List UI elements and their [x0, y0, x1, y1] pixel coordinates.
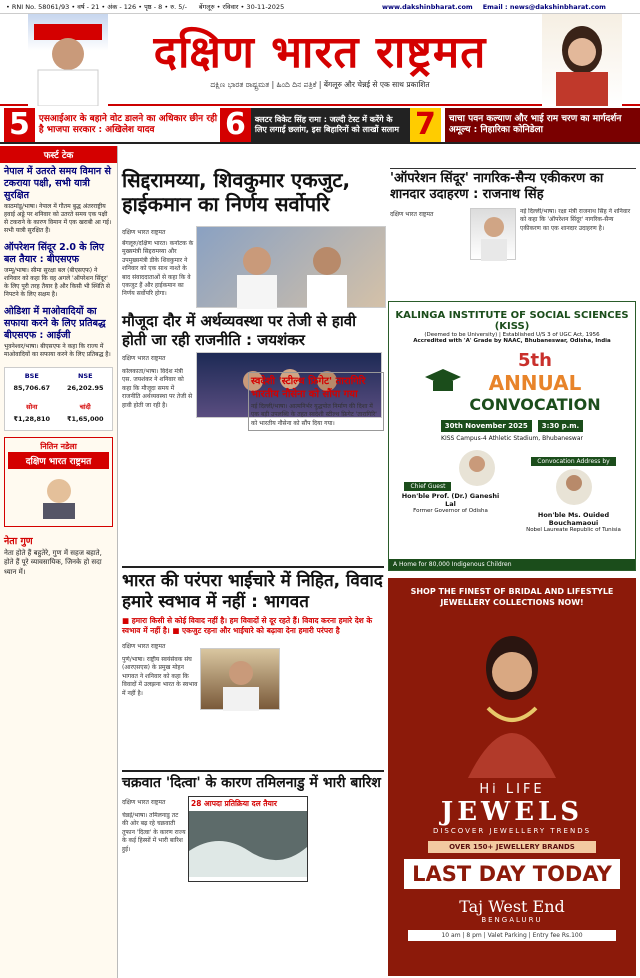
poem-text: नेता होते हैं बहुतेरे, गुण में सहज बहाते, होते हैं पूरे व्यावसायिक, जिनके हो सदा ध्यान में।	[4, 548, 102, 576]
politician-photo	[28, 14, 108, 106]
conv-name: Hon'ble Ms. Ouided Bouchamaoui	[537, 511, 610, 527]
jewel-brands: OVER 150+ JEWELLERY BRANDS	[428, 841, 596, 853]
lead-photo	[196, 226, 386, 308]
headline-strip	[0, 108, 640, 144]
jewel-discover: DISCOVER JEWELLERY TRENDS	[432, 827, 592, 836]
chief-role: Former Governor of Odisha	[413, 508, 488, 514]
kiss-sub: (Deemed to be University) | Established U/S 3 of UGC Act, 1956	[424, 332, 600, 338]
cartoon-brand: दक्षिण भारत राष्ट्रमत	[8, 452, 109, 469]
lead-body: बेंगलूरु/दक्षिण भारत। कर्नाटक के मुख्यमंत्री सिद्दरामय्या और उपमुख्यमंत्री डीके शिवकुमार ने शनिवार को एक साथ नाश्ते के बाद संवाददाताओं से कहा कि वे एकजुट हैं और हाईकमान का निर्णय सर्वोपरि होगा।	[122, 240, 194, 298]
story2-byline: दक्षिण भारत राष्ट्रमत	[122, 355, 166, 362]
story6-byline: दक्षिण भारत राष्ट्रमत	[122, 799, 166, 806]
kiss-advertisement[interactable]	[388, 301, 636, 571]
teaser-text: चाचा पवन कल्याण और भाई राम चरण का मार्गदर्शन अमूल्य : निहारिका कोनिडेला	[445, 108, 640, 142]
kiss-venue: KISS Campus-4 Athletic Stadium, Bhubaneswar	[441, 435, 583, 442]
jewel-tagline: SHOP THE FINEST OF BRIDAL AND LIFESTYLE JEWELLERY COLLECTIONS NOW!	[410, 587, 614, 608]
page-number: 6	[220, 108, 251, 142]
story3-body: नई दिल्ली/भाषा। रक्षा मंत्री राजनाथ सिंह ने शनिवार को कहा कि 'ऑपरेशन सिंदूर' नागरिक-सैन्य एकीकरण का एक शानदार उदाहरण है।	[520, 208, 631, 232]
model-photo	[388, 608, 636, 778]
chief-name: Hon'ble Prof. (Dr.) Ganeshi Lal	[401, 492, 500, 508]
sidebar-item-title: ऑपरेशन सिंदूर 2.0 के लिए बल तैयार : बीएसएफ	[4, 242, 105, 265]
teaser-2[interactable]	[220, 108, 410, 142]
jewel-brand-1: Hi LIFE	[479, 782, 545, 798]
market-box	[4, 367, 113, 431]
sidebar-header: फर्स्ट टेक	[0, 146, 117, 163]
tagline: ದಕ್ಷಿಣ ಭಾರತ ರಾಷ್ಟ್ರಮತ | ಹಿಂದಿ ದಿನ ಪತ್ರಿಕೆ | बेंगलूरु और चेन्नई से एक साथ प्रकाशित	[210, 80, 430, 89]
sidebar-item-text: भुवनेश्वर/भाषा। बीएसएफ ने कहा कि राज्य में माओवादियों का सफाया करने के लिए प्रतिबद्ध है।	[4, 342, 111, 358]
conv-role: Nobel Laureate Republic of Tunisia	[526, 527, 621, 533]
kiss-footer: A Home for 80,000 Indigenous Children	[389, 559, 635, 570]
cyclone-photo	[189, 811, 307, 877]
teaser-text: एसआईआर के बहाने वोट डालने का अधिकार छीन रही है भाजपा सरकार : अखिलेश यादव	[38, 113, 218, 135]
market-value: 85,706.67	[13, 383, 51, 392]
rajnath-photo	[470, 208, 516, 260]
masthead	[0, 14, 640, 106]
email-link[interactable]: Email : news@dakshinbharat.com	[482, 2, 606, 11]
story4-body: नई दिल्ली/भाषा। आत्मनिर्भर युद्धपोत निर्माण की दिशा में एक बड़ी उपलब्धि के तहत स्वदेशी स्टील्थ फ्रिगेट 'तारागिरि' को भारतीय नौसेना को सौंप दिया गया।	[251, 403, 377, 427]
kiss-ordinal: 5th	[518, 350, 552, 371]
chief-photo	[457, 448, 497, 488]
cartoon-icon	[9, 469, 109, 519]
story6-body: चेन्नई/भाषा। तमिलनाडु तट की ओर बढ़ रहे चक्रवाती तूफान 'दित्वा' के कारण राज्य के कई हिस्सों में भारी बारिश हुई।	[122, 812, 186, 853]
cartoon-label: नितिन नडेला	[40, 441, 77, 451]
sidebar-item[interactable]	[0, 163, 117, 239]
market-value: 26,202.95	[66, 383, 104, 392]
conv-label: Convocation Address by	[531, 457, 615, 466]
market-value: ₹1,65,000	[66, 415, 104, 424]
issue-info: • RNI No. 58061/93 • वर्ष - 21 • अंक - 126 • पृष्ठ - 8 • रु. 5/-	[6, 3, 187, 11]
city-date: बेंगलूरु • रविवार • 30-11-2025	[198, 3, 285, 11]
sidebar-item-text: जम्मू/भाषा। सीमा सुरक्षा बल (बीएसएफ) ने शनिवार को कहा कि वह अगले 'ऑपरेशन सिंदूर' के लिए पूरी तरह तैयार है और किसी भी स्थिति से निपटने के लिए सक्षम है।	[4, 266, 110, 299]
story5-body: पुणे/भाषा। राष्ट्रीय स्वयंसेवक संघ (आरएसएस) के प्रमुख मोहन भागवत ने शनिवार को कहा कि विवादों में उलझना भारत के स्वभाव में नहीं है।	[122, 656, 198, 697]
convocation-speaker	[519, 448, 629, 533]
bhagwat-photo	[200, 648, 280, 710]
chief-guest	[396, 448, 506, 533]
first-take-sidebar	[0, 146, 118, 978]
market-value: ₹1,28,810	[13, 415, 51, 424]
story2-headline[interactable]: मौजूदा दौर में अर्थव्यवस्था पर तेजी से हावी होती जा रही राजनीति : जयशंकर	[122, 312, 357, 349]
lead-headline: सिद्दरामय्या, शिवकुमार एकजुट, हाईकमान का निर्णय सर्वोपरि	[122, 168, 351, 216]
jewel-venue: Taj West End	[459, 897, 565, 917]
story5-subhead: ■ हमारा किसी से कोई विवाद नहीं है। हम विवादों से दूर रहते हैं। विवाद करना हमारे देश के स्वभाव में नहीं है। ■ एकजुट रहना और भाईचारे को बढ़ावा देना हमारी परंपरा है	[122, 616, 384, 636]
market-gold	[5, 398, 59, 430]
market-silver	[59, 398, 113, 430]
story6[interactable]	[122, 770, 384, 793]
top-info-bar	[0, 0, 640, 14]
chief-label: Chief Guest	[404, 482, 451, 491]
page-number: 5	[4, 108, 35, 142]
poem-title: नेता गुण	[4, 535, 33, 547]
sidebar-item-text: काठमांडू/भाषा। नेपाल में गौतम बुद्ध अंतरराष्ट्रीय हवाई अड्डे पर शनिवार को उतरते समय एक पक्षी से टकराने के कारण विमान में एक खराबी आ गई। सभी यात्री सुरक्षित हैं।	[4, 202, 112, 234]
website-link[interactable]: www.dakshinbharat.com	[382, 2, 473, 11]
teaser-1[interactable]	[0, 108, 220, 142]
market-label: चांदी	[79, 403, 91, 412]
story6-headline: चक्रवात 'दित्वा' के कारण तमिलनाडु में भारी बारिश	[122, 775, 381, 791]
kiss-date: 30th November 2025	[441, 420, 532, 432]
jewel-city: BENGALURU	[481, 916, 543, 925]
market-bse	[5, 368, 59, 399]
story4[interactable]	[248, 372, 384, 431]
sidebar-item-title: नेपाल में उतरते समय विमान से टकराया पक्षी, सभी यात्री सुरक्षित	[4, 166, 111, 201]
market-label: सोना	[26, 403, 38, 412]
jewel-timing: 10 am | 8 pm | Valet Parking | Entry fee Rs.100	[408, 930, 616, 941]
actress-photo	[542, 14, 622, 106]
kiss-annual: ANNUAL	[488, 371, 582, 395]
cartoon-box	[4, 437, 113, 527]
sidebar-item[interactable]	[0, 303, 117, 363]
sidebar-item-title: ओडिशा में माओवादियों का सफाया करने के लिए प्रतिबद्ध बीएसएफ : आईजी	[4, 306, 106, 341]
market-label: NSE	[77, 371, 93, 380]
kiss-name: KALINGA INSTITUTE OF SOCIAL SCIENCES (KISS)	[395, 310, 629, 332]
sidebar-item[interactable]	[0, 239, 117, 303]
story2-body: कोलकाता/भाषा। विदेश मंत्री एस. जयशंकर ने शनिवार को कहा कि मौजूदा समय में राजनीति अर्थव्यवस्था पर तेजी से हावी होती जा रही है।	[122, 368, 193, 409]
inset-title: 28 आपदा प्रतिक्रिया दल तैयार	[191, 799, 277, 808]
story3-byline: दक्षिण भारत राष्ट्रमत	[390, 211, 434, 218]
teaser-3[interactable]	[410, 108, 640, 142]
kiss-accr: Accredited with 'A' Grade by NAAC, Bhubaneswar, Odisha, India	[413, 338, 611, 344]
jewellery-advertisement[interactable]	[388, 578, 636, 976]
jewel-brand-2: JEWELS	[440, 797, 584, 828]
page-number: 7	[410, 108, 441, 142]
story5[interactable]	[122, 566, 384, 614]
graduation-cap-icon	[423, 367, 463, 397]
kiss-convocation: CONVOCATION	[469, 395, 601, 414]
story4-headline: स्वदेशी 'स्टील्थ फ्रिगेट' तारागिरि भारतीय नौसेना को सौंपा गया	[251, 376, 366, 400]
speaker-photo	[554, 467, 594, 507]
market-nse	[59, 368, 113, 399]
market-label: BSE	[24, 371, 39, 380]
lead-byline: दक्षिण भारत राष्ट्रमत	[122, 229, 166, 236]
story3-headline: 'ऑपरेशन सिंदूर' नागरिक-सैन्य एकीकरण का शानदार उदाहरण : राजनाथ सिंह	[390, 171, 604, 203]
kiss-time: 3:30 p.m.	[538, 420, 583, 432]
story3[interactable]	[390, 168, 636, 204]
story5-byline: दक्षिण भारत राष्ट्रमत	[122, 643, 166, 650]
cyclone-inset	[188, 796, 308, 882]
teaser-text: क्लटर विकेट सिंह रामा : जल्दी टेस्ट में करेंगे के लिए लगाई छलांग, इस बिहारिनों को लाखों सलाम	[254, 115, 400, 134]
jewel-last-day: LAST DAY TODAY	[404, 859, 620, 889]
story5-headline: भारत की परंपरा भाईचारे में निहित, विवाद हमारे स्वभाव में नहीं : भागवत	[122, 571, 383, 613]
lead-story[interactable]	[122, 168, 384, 216]
newspaper-title: दक्षिण भारत राष्ट्रमत	[153, 27, 487, 78]
